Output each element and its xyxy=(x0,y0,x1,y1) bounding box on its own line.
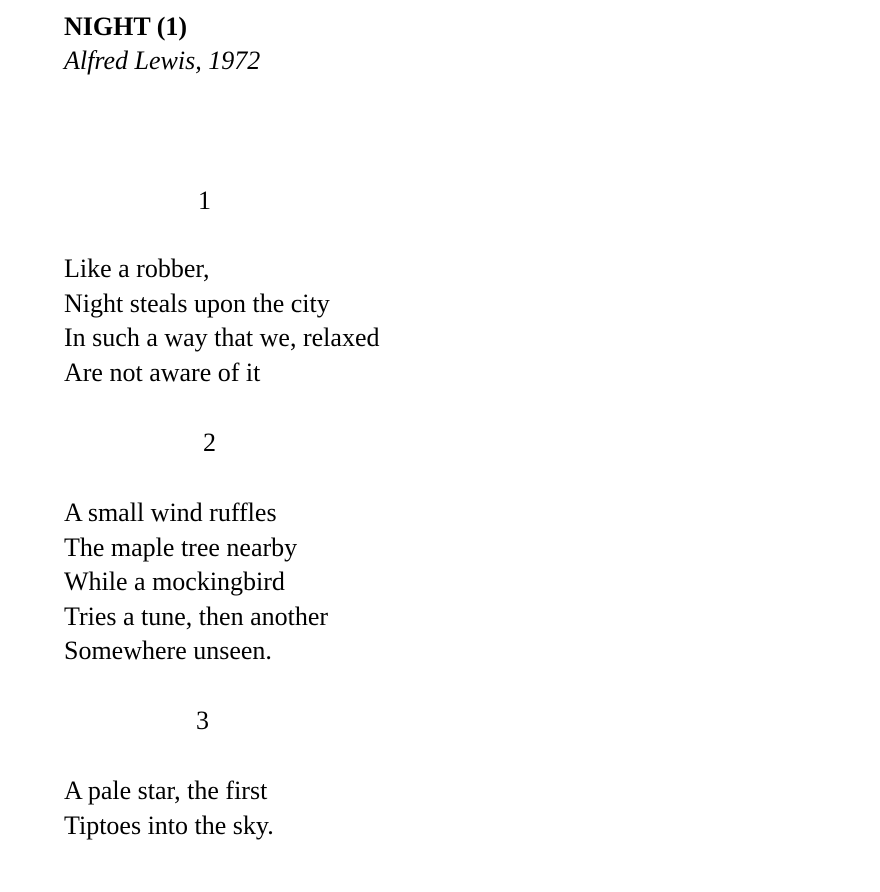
poem-line: Are not aware of it xyxy=(64,357,261,387)
poem-line: While a mockingbird xyxy=(64,567,285,596)
poem-line: Tries a tune, then another xyxy=(64,601,329,631)
poem-byline: Alfred Lewis, 1972 xyxy=(64,46,261,75)
stanza-number: 3 xyxy=(196,706,209,735)
stanza-number: 2 xyxy=(203,428,216,457)
stanza-number: 1 xyxy=(198,186,211,215)
stanza xyxy=(64,496,328,669)
poem-line: The maple tree nearby xyxy=(64,532,298,562)
poem-title: NIGHT (1) xyxy=(64,12,188,41)
poem-line: Like a robber, xyxy=(64,254,210,283)
poem-line: A small wind ruffles xyxy=(64,498,277,527)
poem-line: Somewhere unseen. xyxy=(64,636,272,665)
poem-line: Tiptoes into the sky. xyxy=(64,810,274,840)
stanza xyxy=(64,774,274,843)
poem-line: Night steals upon the city xyxy=(64,288,330,318)
poem-line: In such a way that we, relaxed xyxy=(64,323,380,352)
stanza xyxy=(64,252,379,390)
poem-line: A pale star, the first xyxy=(64,776,268,805)
